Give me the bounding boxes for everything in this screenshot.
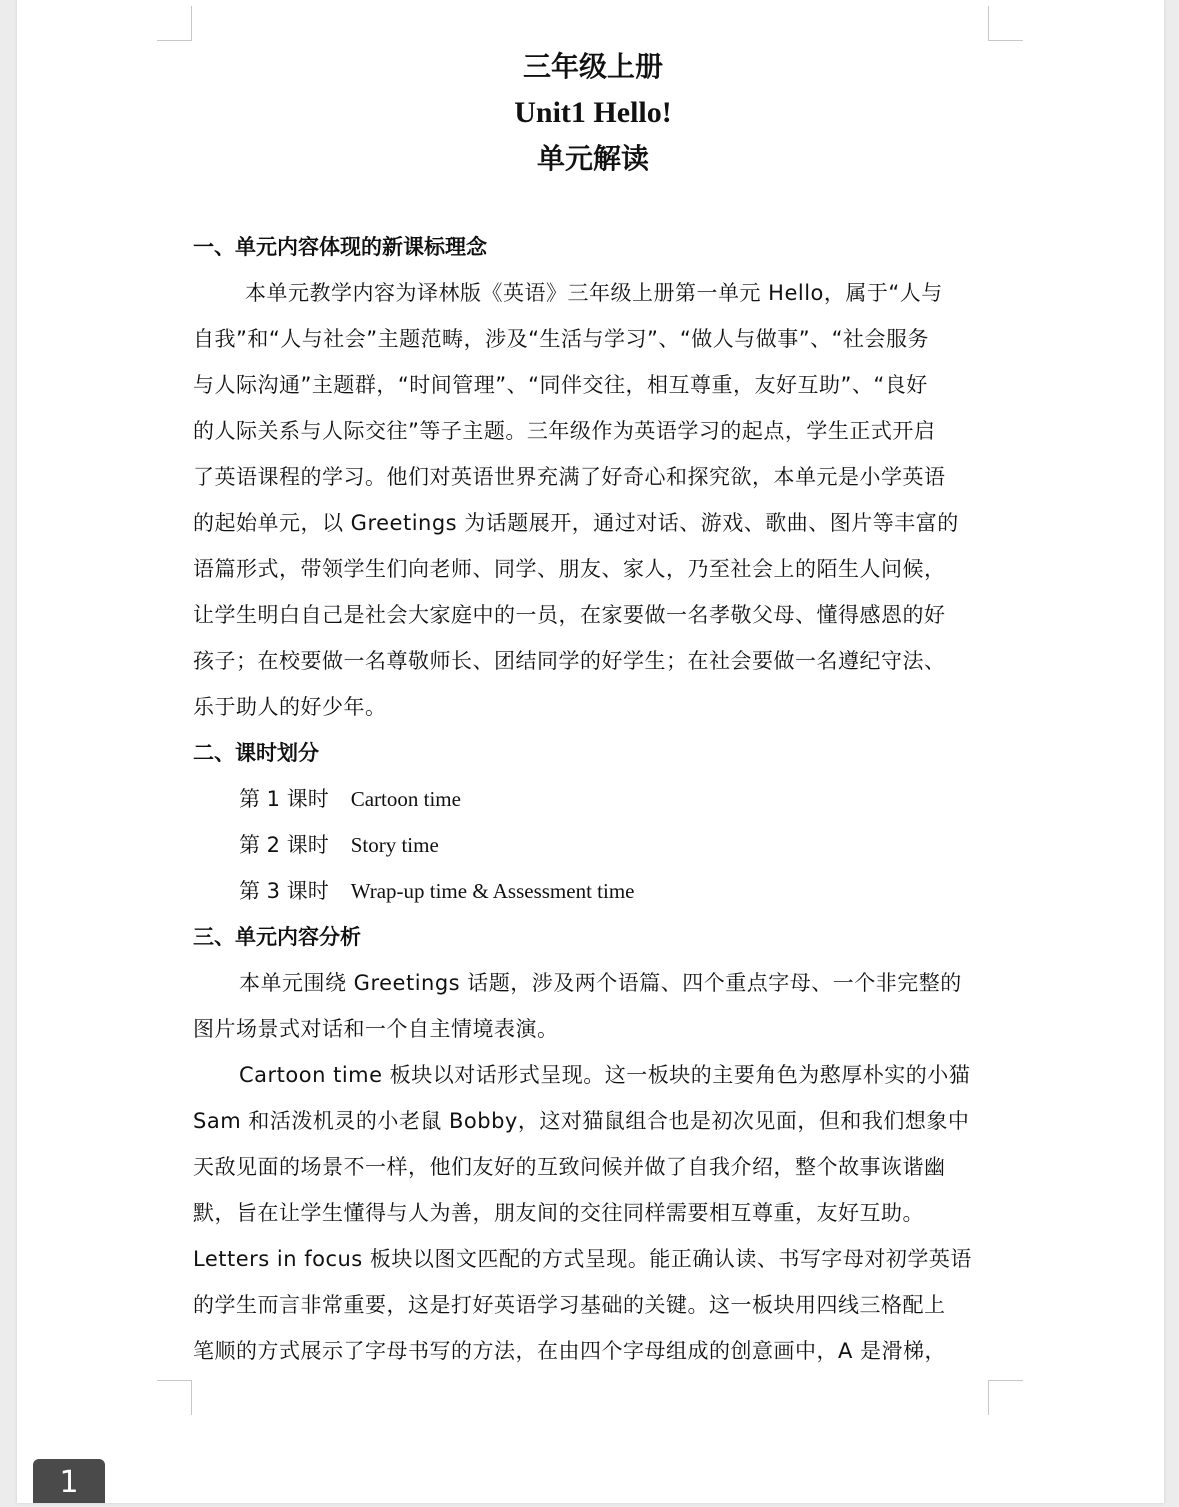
crop-mark-top-right: [988, 6, 1023, 41]
page-number-badge[interactable]: 1: [33, 1459, 105, 1503]
document-title-en: Unit1 Hello!: [514, 96, 672, 129]
paragraph-line: 图片场景式对话和一个自主情境表演。: [193, 1017, 559, 1041]
document-content: [193, 44, 993, 1374]
section3-heading: 三、单元内容分析: [193, 925, 361, 949]
paragraph-line: 本单元围绕 Greetings 话题，涉及两个语篇、四个重点字母、一个非完整的: [239, 971, 962, 995]
section2-heading: 二、课时划分: [193, 741, 319, 765]
section3-paragraph-1: [193, 960, 993, 1052]
paragraph-line: 让学生明白自己是社会大家庭中的一员，在家要做一名孝敬父母、懂得感恩的好: [193, 603, 946, 627]
section1-heading: 一、单元内容体现的新课标理念: [193, 235, 487, 259]
paragraph-line: 与人际沟通”主题群，“时间管理”、“同伴交往，相互尊重，友好互助”、“良好: [193, 373, 928, 397]
lesson-label: 第 2 课时: [239, 833, 329, 857]
lesson-item: [193, 776, 993, 822]
lesson-name: Wrap-up time & Assessment time: [350, 879, 635, 903]
lesson-label: 第 1 课时: [239, 787, 329, 811]
lesson-label: 第 3 课时: [239, 879, 329, 903]
crop-mark-top-left: [157, 6, 192, 41]
lesson-name: Cartoon time: [350, 787, 461, 811]
paragraph-line: 的起始单元，以 Greetings 为话题展开，通过对话、游戏、歌曲、图片等丰富的: [193, 511, 959, 535]
paragraph-line: 笔顺的方式展示了字母书写的方法，在由四个字母组成的创意画中，A 是滑梯，: [193, 1339, 947, 1363]
paragraph-line: 孩子；在校要做一名尊敬师长、团结同学的好学生；在社会要做一名遵纪守法、: [193, 649, 946, 673]
paragraph-line: Sam 和活泼机灵的小老鼠 Bobby，这对猫鼠组合也是初次见面，但和我们想象中: [193, 1109, 970, 1133]
crop-mark-bottom-left: [157, 1380, 192, 1415]
paragraph-line: 语篇形式，带领学生们向老师、同学、朋友、家人，乃至社会上的陌生人问候，: [193, 557, 946, 581]
crop-mark-bottom-right: [988, 1380, 1023, 1415]
paragraph-line: 乐于助人的好少年。: [193, 695, 387, 719]
lesson-item: [193, 868, 993, 914]
paragraph-line: Letters in focus 板块以图文匹配的方式呈现。能正确认读、书写字母对初学英语: [193, 1247, 972, 1271]
paragraph-line: Cartoon time 板块以对话形式呈现。这一板块的主要角色为憨厚朴实的小猫: [239, 1063, 971, 1087]
section1-paragraph: [193, 270, 993, 730]
paragraph-line: 本单元教学内容为译林版《英语》三年级上册第一单元 Hello，属于“人与: [245, 281, 943, 305]
paragraph-line: 的人际关系与人际交往”等子主题。三年级作为英语学习的起点，学生正式开启: [193, 419, 936, 443]
paragraph-line: 默，旨在让学生懂得与人为善，朋友间的交往同样需要相互尊重，友好互助。: [193, 1201, 924, 1225]
document-subtitle: 单元解读: [536, 142, 649, 175]
paragraph-line: 自我”和“人与社会”主题范畴，涉及“生活与学习”、“做人与做事”、“社会服务: [193, 327, 930, 351]
section3-paragraph-2: [193, 1052, 993, 1374]
lesson-item: [193, 822, 993, 868]
paragraph-line: 了英语课程的学习。他们对英语世界充满了好奇心和探究欲，本单元是小学英语: [193, 465, 946, 489]
paragraph-line: 天敌见面的场景不一样，他们友好的互致问候并做了自我介绍，整个故事诙谐幽: [193, 1155, 946, 1179]
document-title-cn: 三年级上册: [522, 50, 663, 83]
lesson-name: Story time: [350, 833, 439, 857]
paragraph-line: 的学生而言非常重要，这是打好英语学习基础的关键。这一板块用四线三格配上: [193, 1293, 946, 1317]
